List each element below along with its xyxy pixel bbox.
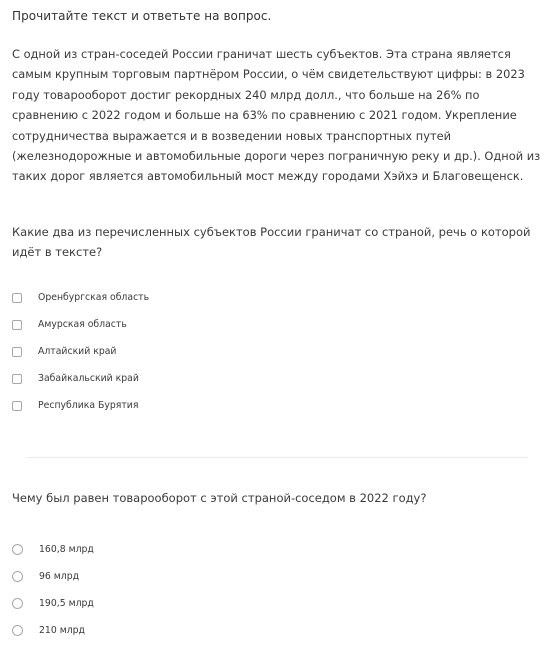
checkbox[interactable] bbox=[12, 347, 22, 357]
checkbox[interactable] bbox=[12, 374, 22, 384]
question-2-text: Чему был равен товарооборот с этой страной-соседом в 2022 году? bbox=[12, 491, 427, 505]
option-label: Республика Бурятия bbox=[38, 400, 139, 411]
option-label: Амурская область bbox=[38, 319, 127, 330]
question-1-option[interactable] bbox=[12, 284, 149, 311]
checkbox[interactable] bbox=[12, 293, 22, 303]
question-2-options bbox=[12, 536, 94, 644]
radio-button[interactable] bbox=[12, 625, 23, 636]
question-1-options bbox=[12, 284, 149, 419]
question-2-option[interactable] bbox=[12, 536, 94, 563]
question-2-option[interactable] bbox=[12, 590, 94, 617]
option-label: Забайкальский край bbox=[38, 373, 139, 384]
question-1-option[interactable] bbox=[12, 392, 149, 419]
question-1-text: Какие два из перечисленных субъектов России граничат со страной, речь о которой идёт в тексте? bbox=[12, 225, 531, 259]
question-1-option[interactable] bbox=[12, 365, 149, 392]
option-label: 96 млрд bbox=[39, 571, 80, 582]
instruction-text: Прочитайте текст и ответьте на вопрос. bbox=[12, 9, 272, 23]
radio-button[interactable] bbox=[12, 598, 23, 609]
option-label: Алтайский край bbox=[38, 346, 117, 357]
question-2-option[interactable] bbox=[12, 563, 94, 590]
radio-button[interactable] bbox=[12, 571, 23, 582]
radio-button[interactable] bbox=[12, 544, 23, 555]
reading-passage bbox=[12, 44, 544, 187]
checkbox[interactable] bbox=[12, 401, 22, 411]
question-2-option[interactable] bbox=[12, 617, 94, 644]
question-1-option[interactable] bbox=[12, 338, 149, 365]
passage-text: С одной из стран-соседей России граничат шесть субъектов. Эта страна является самым крупным торговым партнёром России, о чём свидетельствуют цифры: в 2023 году товарооборот достиг рекордных 240 млрд долл., что больше на 26% по сравнению с 2022 годом и больше на 63% по сравнению с 2021 годом. Укрепление сотрудничества выражается и в возведении новых транспортных путей (железнодорожные и автомобильные дороги через пограничную реку и др.). Одной из таких дорог является автомобильный мост между городами Хэйхэ и Благовещенск. bbox=[12, 47, 541, 184]
option-label: 210 млрд bbox=[39, 625, 85, 636]
option-label: 190,5 млрд bbox=[39, 598, 94, 609]
option-label: 160,8 млрд bbox=[39, 544, 94, 555]
checkbox[interactable] bbox=[12, 320, 22, 330]
option-label: Оренбургская область bbox=[38, 292, 150, 303]
question-1-option[interactable] bbox=[12, 311, 149, 338]
section-divider bbox=[26, 457, 528, 458]
